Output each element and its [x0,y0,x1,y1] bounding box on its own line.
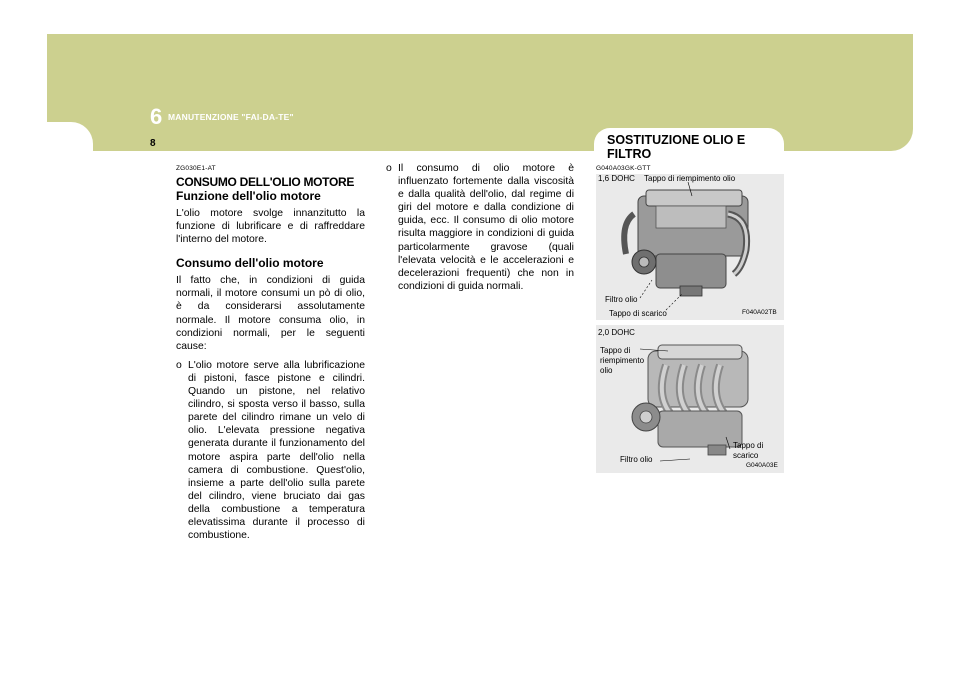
figure-code: F040A02TB [742,309,777,316]
drain-plug-label: Tappo di scarico [609,309,667,318]
engine-figure-1-6 [596,174,784,320]
chapter-number: 6 [150,104,163,129]
header-notch [47,122,93,152]
fill-cap-label: Tappo di riempimento olio [644,174,736,183]
bullet-mark: o [176,359,182,371]
figure-code: G040A03E [746,462,778,469]
page-number: 8 [150,138,156,149]
drain-plug-label-line1: Tappo di [733,441,764,450]
figure-code-top: G040A03GK-GTT [596,165,651,172]
left-column [176,165,365,542]
subheading-function: Funzione dell'olio motore [176,189,321,203]
section-title: SOSTITUZIONE OLIO E FILTRO [607,133,746,161]
fill-cap-label-line3: olio [600,366,613,375]
paragraph-function: L'olio motore svolge innanzitutto la funzione di lubrificare e di raffreddare l'interno del motore. [176,208,365,246]
header-band [47,34,913,151]
paragraph-consumption: Il fatto che, in condizioni di guida normali, il motore consumi un pò di olio, è da considerarsi assolutamente normale. Il motore consuma olio, in condizioni normali, per le seguenti cause: [176,275,365,352]
drain-plug-label-line2: scarico [733,451,759,460]
oil-filter-label: Filtro olio [605,295,638,304]
fill-cap-label-line1: Tappo di [600,346,631,355]
engine-figure-2-0 [596,325,784,473]
bullet-mark: o [386,163,392,174]
bullet-item [176,359,365,542]
engine-label: 1,6 DOHC [598,174,635,183]
oil-filter-label: Filtro olio [620,455,653,464]
bullet-item [386,162,574,293]
middle-column [386,162,574,293]
fill-cap-label-line2: riempimento [600,356,645,365]
section-code: ZG030E1-AT [176,165,216,172]
section-heading: CONSUMO DELL'OLIO MOTORE [176,175,355,189]
chapter-title: MANUTENZIONE "FAI-DA-TE" [168,112,294,122]
subheading-consumption: Consumo dell'olio motore [176,256,324,271]
engine-label: 2,0 DOHC [598,328,635,337]
bullet-text: Il consumo di olio motore è influenzato fortemente dalla viscosità e dalla qualità dell'olio, dal regime di giri del motore e dalla condizione di guida, ecc. Il consumo di olio motore risulta maggiore in condizioni di guida particolarmente gravose (quali l'elevata velocità e le accelerazioni e decelerazioni frequenti) che non in condizioni di guida normali. [398,163,574,292]
bullet-text: L'olio motore serve alla lubrificazione di pistoni, fasce pistone e cilindri. Quando un pistone, nel relativo cilindro, si sposta verso il basso, sulla parete del cilindro rimane un velo di olio. L'elevata pressione negativa generata durante il funzionamento del motore aspira parte dell'olio nella camera di combustione. Quest'olio, insieme a parte dell'olio sulla parete del cilindro, viene bruciato dai gas della combustione a temperatura elevatissima durante il processo di combustione. [188,359,365,542]
